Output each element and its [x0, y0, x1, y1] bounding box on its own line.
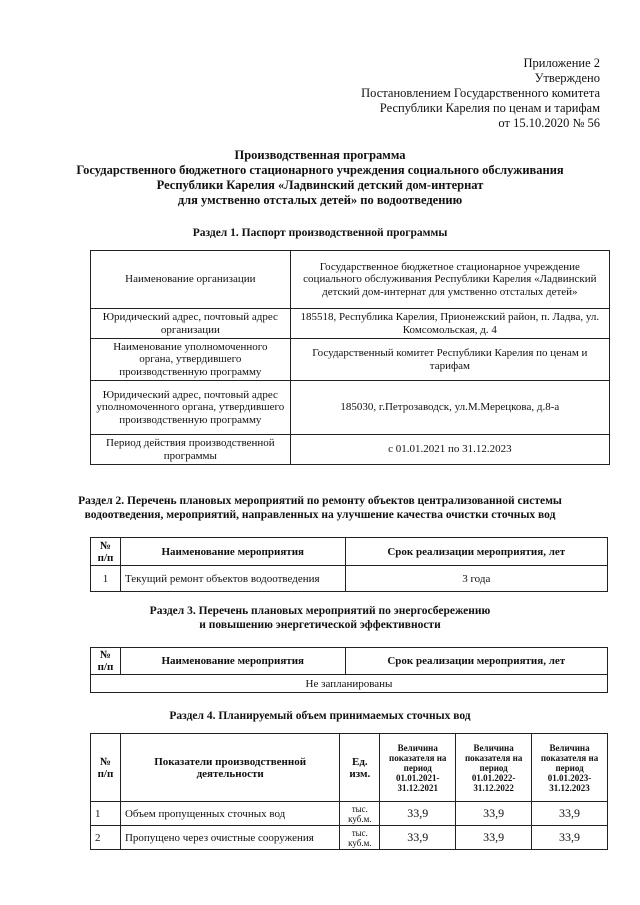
row-unit: тыс. куб.м.: [340, 802, 380, 826]
passport-label: Наименование организации: [91, 251, 291, 309]
passport-value: Государственное бюджетное стационарное учреждение социального обслуживания Республики Карелия «Ладвинский детский дом-интернат для умственно отсталых детей»: [290, 251, 609, 309]
section2-heading: [0, 494, 640, 522]
col-name-header: Наименование мероприятия: [120, 538, 345, 566]
approval-line: Республики Карелия по ценам и тарифам: [379, 101, 600, 115]
col-term-header: Срок реализации мероприятия, лет: [345, 538, 607, 566]
row-value-2022: 33,9: [456, 826, 532, 850]
col-period3-header: Величина показателя на период 01.01.2023-31.12.2023: [532, 734, 608, 802]
passport-value: Государственный комитет Республики Карелия по ценам и тарифам: [290, 339, 609, 381]
col-name-header: Показатели производственной деятельности: [120, 734, 339, 802]
row-name: Пропущено через очистные сооружения: [120, 826, 339, 850]
table-header-row: [91, 538, 608, 566]
table-row: [91, 251, 610, 309]
title-line: Республики Карелия «Ладвинский детский дом-интернат: [156, 178, 484, 192]
table-row: [91, 339, 610, 381]
section1-heading: Раздел 1. Паспорт производственной программы: [192, 227, 448, 239]
col-num-header: № п/п: [91, 734, 121, 802]
section2-heading-line: водоотведения, мероприятий, направленных на улучшение качества очистки сточных вод: [84, 509, 556, 521]
passport-label: Наименование уполномоченного органа, утвердившего производственную программу: [91, 339, 291, 381]
row-value-2021: 33,9: [380, 802, 456, 826]
section3-heading: [0, 604, 640, 632]
table-header-row: [91, 648, 608, 675]
energy-measures-table: [90, 647, 608, 693]
passport-label: Период действия производственной программы: [91, 435, 291, 465]
wastewater-volume-table: [90, 733, 608, 850]
table-row: [91, 435, 610, 465]
passport-label: Юридический адрес, почтовый адрес уполномоченного органа, утвердившего производственную программу: [91, 381, 291, 435]
approval-line: от 15.10.2020 № 56: [498, 116, 600, 130]
empty-row-note: Не запланированы: [91, 675, 608, 693]
approval-block: [361, 56, 600, 131]
table-header-row: [91, 734, 608, 802]
row-value-2023: 33,9: [532, 802, 608, 826]
repair-measures-table: [90, 537, 608, 592]
passport-label: Юридический адрес, почтовый адрес организации: [91, 309, 291, 339]
row-value-2022: 33,9: [456, 802, 532, 826]
row-num: 1: [91, 802, 121, 826]
document-title: [0, 148, 640, 208]
section3-heading-line: Раздел 3. Перечень плановых мероприятий по энергосбережению: [149, 605, 491, 617]
table-row: [91, 309, 610, 339]
table-row: [91, 802, 608, 826]
col-num-header: № п/п: [91, 648, 121, 675]
col-period1-header: Величина показателя на период 01.01.2021-31.12.2021: [380, 734, 456, 802]
row-term: 3 года: [345, 566, 607, 592]
col-unit-header: Ед. изм.: [340, 734, 380, 802]
approval-line: Утверждено: [534, 71, 600, 85]
table-row: [91, 675, 608, 693]
table-row: [91, 566, 608, 592]
section4-heading: Раздел 4. Планируемый объем принимаемых сточных вод: [169, 710, 471, 722]
row-value-2023: 33,9: [532, 826, 608, 850]
passport-value: 185518, Республика Карелия, Прионежский район, п. Ладва, ул. Комсомольская, д. 4: [290, 309, 609, 339]
row-value-2021: 33,9: [380, 826, 456, 850]
title-line: для умственно отсталых детей» по водоотведению: [177, 193, 463, 207]
table-row: [91, 826, 608, 850]
approval-line: Приложение 2: [523, 56, 600, 70]
table-row: [91, 381, 610, 435]
col-term-header: Срок реализации мероприятия, лет: [345, 648, 607, 675]
row-name: Объем пропущенных сточных вод: [120, 802, 339, 826]
section2-heading-line: Раздел 2. Перечень плановых мероприятий по ремонту объектов централизованной системы: [78, 495, 562, 507]
passport-value: 185030, г.Петрозаводск, ул.М.Мерецкова, д.8-а: [290, 381, 609, 435]
col-name-header: Наименование мероприятия: [120, 648, 345, 675]
passport-table: [90, 250, 610, 465]
row-unit: тыс. куб.м.: [340, 826, 380, 850]
title-line: Производственная программа: [234, 148, 406, 162]
row-num: 2: [91, 826, 121, 850]
row-name: Текущий ремонт объектов водоотведения: [120, 566, 345, 592]
row-num: 1: [91, 566, 121, 592]
col-num-header: № п/п: [91, 538, 121, 566]
col-period2-header: Величина показателя на период 01.01.2022-31.12.2022: [456, 734, 532, 802]
title-line: Государственного бюджетного стационарного учреждения социального обслуживания: [76, 163, 564, 177]
passport-value: с 01.01.2021 по 31.12.2023: [290, 435, 609, 465]
approval-line: Постановлением Государственного комитета: [361, 86, 600, 100]
section3-heading-line: и повышению энергетической эффективности: [199, 619, 441, 631]
